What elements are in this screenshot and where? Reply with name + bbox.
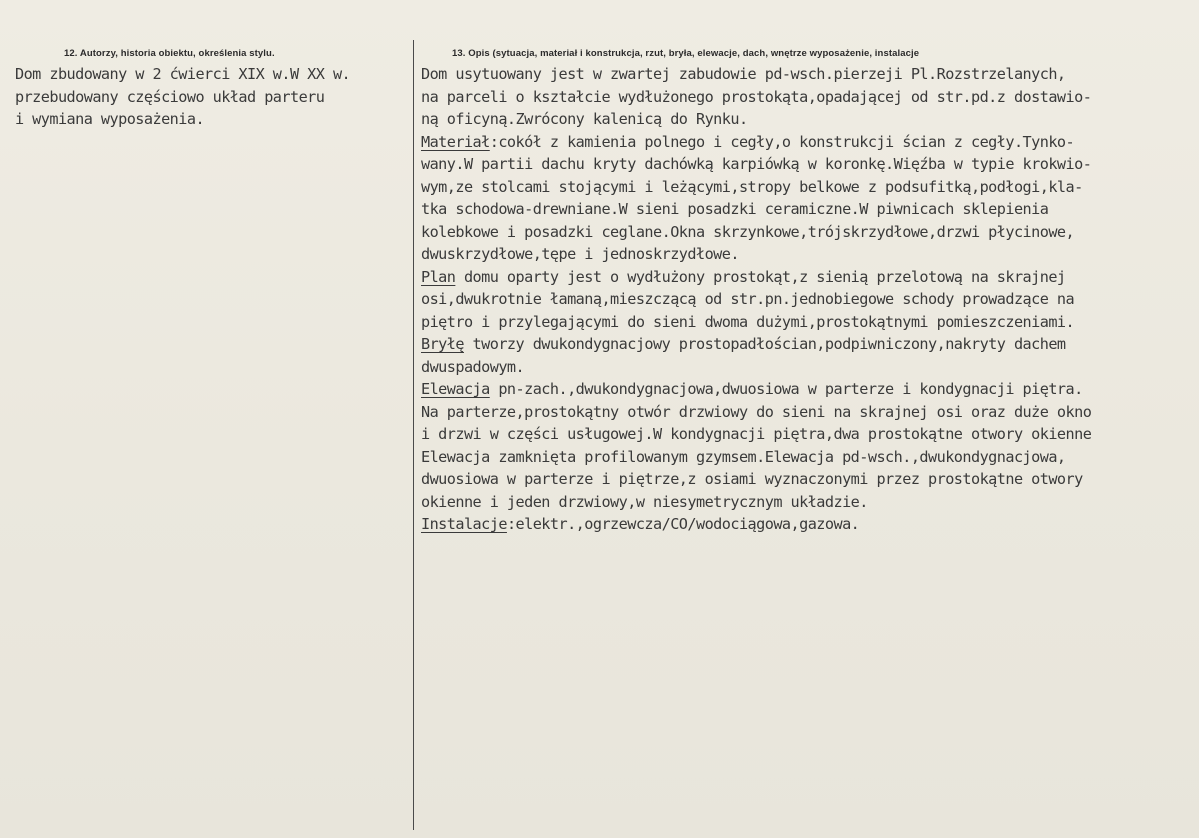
underlined-keyword: Materiał (421, 132, 490, 151)
section-13-line (421, 311, 1091, 334)
line-text: pn-zach.,dwukondygnacjowa,dwuosiowa w parterze i kondygnacji piętra. (489, 380, 1083, 398)
line-text: i drzwi w części usługowej.W kondygnacji piętra,dwa prostokątne otwory okienne (421, 425, 1092, 443)
section-13-line (421, 266, 1091, 289)
section-13-line (421, 176, 1091, 199)
line-text: dwuskrzydłowe,tępe i jednoskrzydłowe. (421, 245, 739, 263)
section-13-line (421, 468, 1091, 491)
section-13-line (421, 423, 1091, 446)
line-text: tworzy dwukondygnacjowy prostopadłościan,podpiwniczony,nakryty dachem (463, 335, 1066, 353)
section-13-line (421, 198, 1091, 221)
line-text: dwuspadowym. (421, 357, 525, 376)
column-divider (413, 40, 414, 830)
underlined-keyword: Instalacje (421, 515, 507, 533)
section-13-line (421, 131, 1091, 154)
section-12-line: i wymiana wyposażenia. (15, 110, 205, 128)
underlined-keyword: Bryłę (421, 335, 464, 353)
line-text: kolebkowe i posadzki ceglane.Okna skrzynkowe,trójskrzydłowe,drzwi płycinowe, (421, 222, 1075, 241)
section-12-header: 12. Autorzy, historia obiektu, określenia stylu. (64, 48, 275, 59)
section-13-line (421, 86, 1091, 109)
section-13-line (421, 446, 1091, 469)
section-13-header: 13. Opis (sytuacja, materiał i konstrukcja, rzut, bryła, elewacje, dach, wnętrze wyposażenie, instalacje (452, 48, 920, 59)
line-text: ną oficyną.Zwrócony kalenicą do Rynku. (421, 110, 748, 128)
underlined-keyword: Elewacja (421, 380, 490, 398)
section-13-line (421, 356, 1091, 379)
section-13-line (421, 401, 1091, 424)
section-13-line (421, 513, 1091, 536)
line-text: :elektr.,ogrzewcza/CO/wodociągowa,gazowa. (506, 515, 860, 533)
section-12-line: przebudowany częściowo układ parteru (15, 87, 325, 106)
section-13-line (421, 108, 1091, 131)
section-13-line (421, 491, 1091, 514)
line-text: wym,ze stolcami stojącymi i leżącymi,stropy belkowe z podsufitką,podłogi,kla- (421, 177, 1083, 196)
line-text: Na parterze,prostokątny otwór drzwiowy do sieni na skrajnej osi oraz duże okno (421, 402, 1092, 421)
line-text: okienne i jeden drzwiowy,w niesymetrycznym układzie. (421, 492, 868, 511)
section-13-line (421, 288, 1091, 311)
line-text: osi,dwukrotnie łamaną,mieszczącą od str.pn.jednobiegowe schody prowadzące na (421, 290, 1075, 308)
section-13-line (421, 63, 1091, 86)
line-text: dwuosiowa w parterze i piętrze,z osiami wyznaczonymi przez prostokątne otwory (421, 470, 1083, 488)
line-text: piętro i przylegającymi do sieni dwoma dużymi,prostokątnymi pomieszczeniami. (421, 312, 1075, 331)
section-13-line (421, 153, 1091, 176)
section-13-body (421, 63, 1091, 536)
line-text: tka schodowa-drewniane.W sieni posadzki ceramiczne.W piwnicach sklepienia (421, 200, 1049, 218)
section-12-body (15, 63, 350, 131)
line-text: Elewacja zamknięta profilowanym gzymsem.Elewacja pd-wsch.,dwukondygnacjowa, (421, 447, 1066, 466)
section-13-line (421, 221, 1091, 244)
line-text: na parceli o kształcie wydłużonego prostokąta,opadającej od str.pd.z dostawio- (421, 87, 1092, 106)
line-text: Dom usytuowany jest w zwartej zabudowie pd-wsch.pierzeji Pl.Rozstrzelanych, (421, 65, 1066, 83)
underlined-keyword: Plan (421, 267, 456, 286)
section-13-line (421, 333, 1091, 356)
line-text: :cokół z kamienia polnego i cegły,o konstrukcji ścian z cegły.Tynko- (489, 132, 1075, 151)
section-13-line (421, 243, 1091, 266)
line-text: domu oparty jest o wydłużony prostokąt,z sienią przelotową na skrajnej (455, 267, 1066, 286)
section-12-line: Dom zbudowany w 2 ćwierci XIX w.W XX w. (15, 65, 351, 83)
section-13-line (421, 378, 1091, 401)
line-text: wany.W partii dachu kryty dachówką karpiówką w koronkę.Więźba w typie krokwio- (421, 155, 1092, 173)
